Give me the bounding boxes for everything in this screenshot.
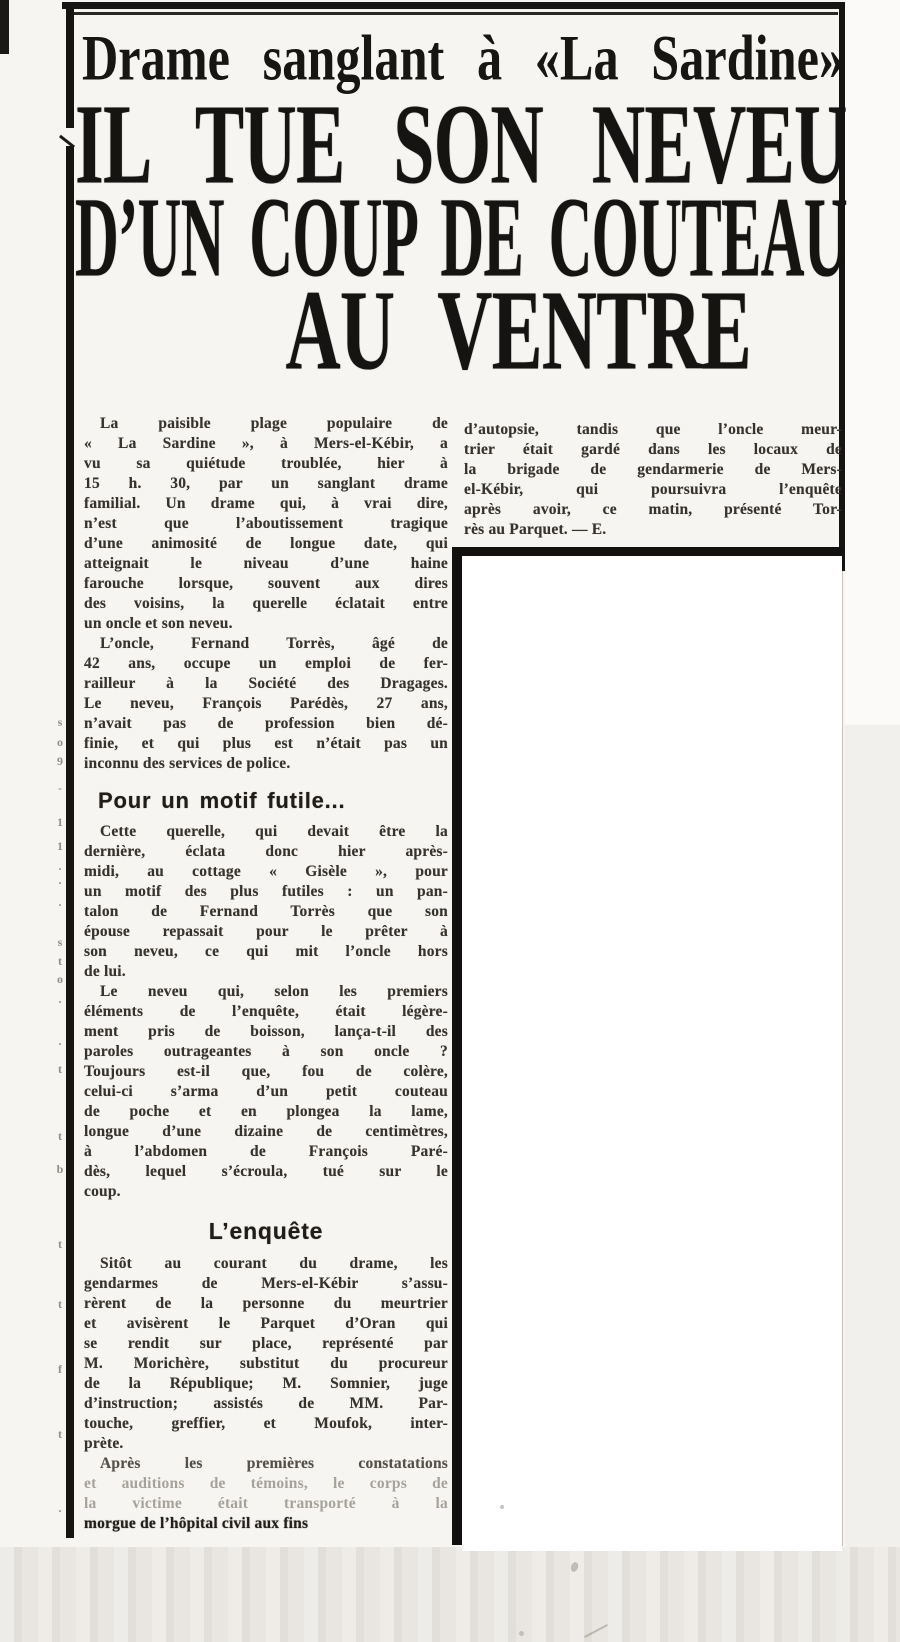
- text-line: atteignait le niveau d’une haine: [84, 555, 448, 572]
- stray-print-fragment: o: [57, 735, 63, 749]
- text-line: et auditions de témoins, le corps de: [84, 1475, 448, 1492]
- headline-line-2: D’UN COUP DE COUTEAU: [75, 173, 847, 301]
- text-line: Après les premières constatations: [100, 1455, 448, 1472]
- text-line: n’est que l’aboutissement tragique: [84, 515, 448, 532]
- text-line: d’une animosité de longue date, qui: [84, 535, 448, 552]
- text-line: inconnu des services de police.: [84, 755, 291, 772]
- text-line: La paisible plage populaire de: [100, 415, 448, 432]
- text-line: 42 ans, occupe un emploi de fer-: [84, 655, 448, 672]
- stray-print-fragment: 1: [57, 839, 63, 853]
- article-column-1: [84, 414, 448, 1534]
- paper-smudge: [500, 1505, 504, 1509]
- text-line: familial. Un drame qui, à vrai dire,: [84, 495, 448, 512]
- stray-print-fragment: ·: [57, 995, 62, 1009]
- bottom-paper-strip: [0, 1547, 900, 1642]
- photo-box-border-top: [452, 547, 843, 556]
- text-line: épouse repassait pour le prêter à: [84, 923, 448, 940]
- text-line: de poche et en plongea la lame,: [84, 1103, 448, 1120]
- paragraph: [84, 1254, 448, 1454]
- text-line: longue d’une dizaine de centimètres,: [84, 1123, 448, 1140]
- stray-print-fragment: t: [58, 1062, 62, 1076]
- right-page-margin: [845, 0, 900, 725]
- paragraph: [464, 420, 842, 540]
- photo-placeholder: [462, 556, 842, 1551]
- stray-print-fragment: -: [58, 781, 62, 795]
- text-line: de la République; M. Somnier, juge: [84, 1375, 448, 1392]
- text-line: Sitôt au courant du drame, les: [100, 1255, 448, 1272]
- text-line: trier était gardé dans les locaux de: [464, 441, 842, 458]
- text-line: midi, au cottage « Gisèle », pour: [84, 863, 448, 880]
- text-line: son neveu, ce qui mit l’oncle hors: [84, 943, 448, 960]
- text-line: se rendit sur place, représenté par: [84, 1335, 448, 1352]
- stray-print-fragment: ·: [57, 876, 62, 890]
- stray-print-fragment: t: [58, 1427, 62, 1441]
- paper-smudge: [519, 1631, 524, 1636]
- text-line: et avisèrent le Parquet d’Oran qui: [84, 1315, 448, 1332]
- text-line: Toujours est-il que, fou de colère,: [84, 1063, 448, 1080]
- text-line: rès au Parquet. — E.: [464, 521, 607, 538]
- article-column-2: [464, 420, 842, 540]
- paragraph: [84, 982, 448, 1202]
- stray-print-fragment: s: [57, 935, 63, 949]
- kicker-text: Drame sanglant à «La Sardine»: [82, 21, 845, 94]
- left-edge-ink-bar: [0, 0, 9, 54]
- article-border-left: [66, 6, 74, 1538]
- text-line: Le neveu, François Parédès, 27 ans,: [84, 695, 448, 712]
- text-line: coup.: [84, 1183, 121, 1200]
- text-line: à l’abdomen de François Paré-: [84, 1143, 448, 1160]
- text-line: M. Morichère, substitut du procureur: [84, 1355, 448, 1372]
- text-line: des voisins, la querelle éclatait entre: [84, 595, 448, 612]
- headline-line-3: AU VENTRE: [285, 266, 751, 394]
- photo-box-border-left: [452, 547, 462, 1545]
- main-headline: [75, 80, 847, 394]
- text-line: la victime était transporté à la: [84, 1495, 448, 1512]
- paragraph: [84, 414, 448, 634]
- text-line: railleur à la Société des Dragages.: [84, 675, 448, 692]
- stray-print-fragment: ·: [57, 898, 62, 912]
- stray-print-fragment: 9: [57, 754, 63, 768]
- text-line: un oncle et son neveu.: [84, 615, 233, 632]
- text-line: rèrent de la personne du meurtrier: [84, 1295, 448, 1312]
- subheading: L’enquête: [208, 1218, 324, 1244]
- stray-print-fragment: ·: [57, 862, 62, 876]
- text-line: dès, lequel s’écroula, tué sur le: [84, 1163, 448, 1180]
- text-line: touche, greffier, et Moufok, inter-: [84, 1415, 448, 1432]
- text-line: L’oncle, Fernand Torrès, âgé de: [100, 635, 448, 652]
- stray-print-fragment: b: [56, 1162, 64, 1176]
- text-line: éléments de l’enquête, était légère-: [84, 1003, 448, 1020]
- text-line: el-Kébir, qui poursuivra l’enquête: [464, 481, 842, 498]
- subheading: Pour un motif futile...: [98, 788, 346, 813]
- text-line: « La Sardine », à Mers-el-Kébir, a: [84, 435, 448, 452]
- headline-line-1: IL TUE SON NEVEU: [75, 80, 847, 208]
- stray-print-fragment: o: [57, 972, 63, 986]
- top-rule-thin: [68, 12, 838, 15]
- text-line: morgue de l’hôpital civil aux fins: [84, 1515, 309, 1532]
- text-line: 15 h. 30, par un sanglant drame: [84, 475, 448, 492]
- text-line: d’autopsie, tandis que l’oncle meur-: [464, 421, 842, 438]
- text-line: n’avait pas de profession bien dé-: [84, 715, 448, 732]
- stray-print-fragment: ·: [57, 1504, 62, 1518]
- text-line: Le neveu qui, selon les premiers: [100, 983, 448, 1000]
- stray-print-fragment: t: [58, 1237, 62, 1251]
- text-line: finie, et qui plus est n’était pas un: [84, 735, 448, 752]
- text-line: Cette querelle, qui devait être la: [100, 823, 448, 840]
- paragraph: [84, 634, 448, 774]
- text-line: gendarmes de Mers-el-Kébir s’assu-: [84, 1275, 448, 1292]
- text-line: farouche lorsque, souvent aux dires: [84, 575, 448, 592]
- stray-print-fragment: f: [58, 1362, 62, 1376]
- text-line: dernière, éclata donc hier après-: [84, 843, 448, 860]
- text-line: vu sa quiétude troublée, hier à: [84, 455, 448, 472]
- text-line: prète.: [84, 1435, 124, 1452]
- paragraph: [84, 822, 448, 982]
- stray-print-fragment: t: [58, 954, 62, 968]
- stray-print-fragment: s: [57, 715, 63, 729]
- stray-print-fragment: ·: [57, 1037, 62, 1051]
- top-rule: [62, 2, 846, 9]
- paragraph: [84, 1454, 448, 1534]
- text-line: paroles outrageantes à son oncle ?: [84, 1043, 448, 1060]
- stray-print-fragment: 1: [57, 815, 63, 829]
- stray-print-fragment: t: [58, 1297, 62, 1311]
- text-line: talon de Fernand Torrès que son: [84, 903, 448, 920]
- stray-print-fragment: t: [58, 1129, 62, 1143]
- text-line: après avoir, ce matin, présenté Tor-: [464, 501, 842, 518]
- right-page-margin-lower: [845, 725, 900, 1602]
- text-line: la brigade de gendarmerie de Mers-: [464, 461, 842, 478]
- text-line: celui-ci s’arma d’un petit couteau: [84, 1083, 448, 1100]
- text-line: un motif des plus futiles : un pan-: [84, 883, 448, 900]
- text-line: d’instruction; assistés de MM. Par-: [84, 1395, 448, 1412]
- text-line: ment pris de boisson, lança-t-il des: [84, 1023, 448, 1040]
- text-line: de lui.: [84, 963, 126, 980]
